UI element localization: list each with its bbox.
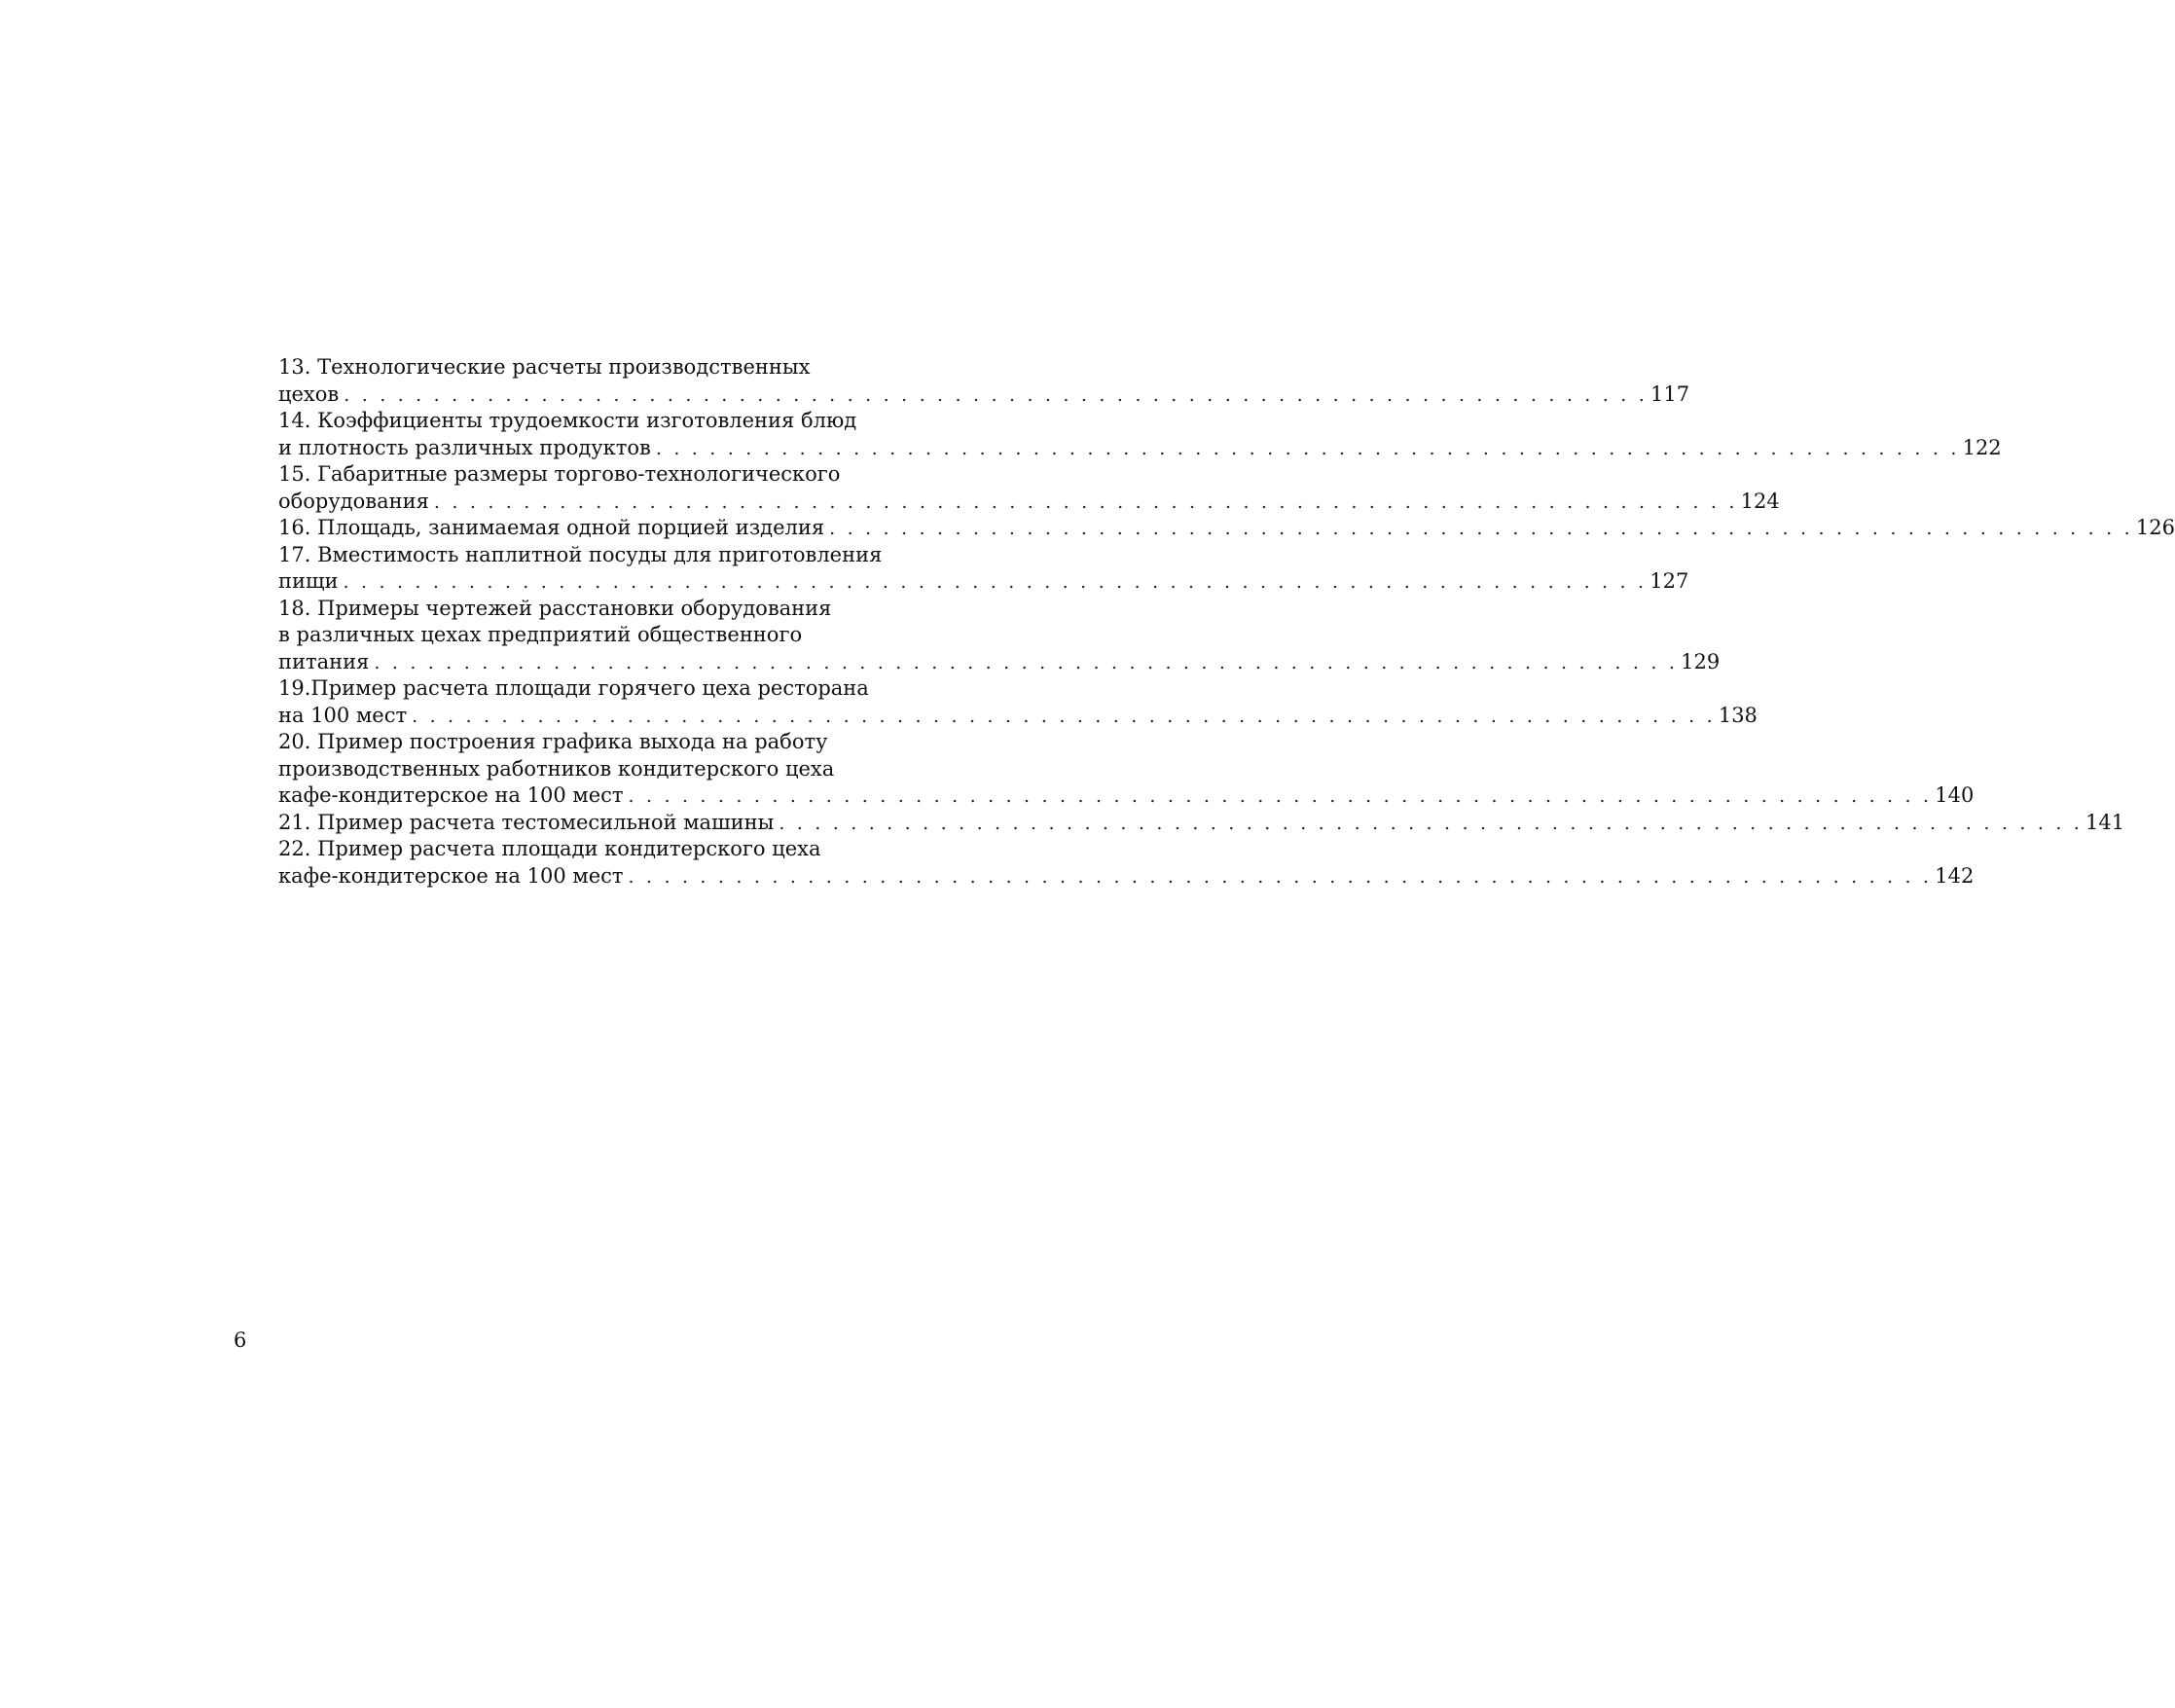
toc-entry-text: 17. Вместимость наплитной посуды для приготовления (278, 542, 883, 566)
toc-entry[interactable] (278, 596, 1721, 676)
toc-entry-line (278, 729, 897, 756)
dot-leader: . . . . . . . . . . . . . . . . . . . . . . . . . . . . . . . . . . . . . . . . . . . . . . . . . . . . . . . . . . . . . . . . . . . . . . . . . (374, 651, 1679, 673)
dot-leader: . . . . . . . . . . . . . . . . . . . . . . . . . . . . . . . . . . . . . . . . . . . . . . . . . . . . . . . . . . . . . . . . . . . . . . . . . (628, 865, 1933, 888)
dot-leader: . . . . . . . . . . . . . . . . . . . . . . . . . . . . . . . . . . . . . . . . . . . . . . . . . . . . . . . . . . . . . . . . . . . . . . . . . (779, 812, 2084, 834)
toc-entry[interactable] (278, 542, 1689, 596)
dot-leader: . . . . . . . . . . . . . . . . . . . . . . . . . . . . . . . . . . . . . . . . . . . . . . . . . . . . . . . . . . . . . . . . . . . . . . . . . (628, 785, 1933, 807)
toc-entry-text: на 100 мест (278, 703, 408, 727)
toc-page-number: 142 (1935, 863, 1975, 888)
toc-page-number: 117 (1649, 382, 1690, 406)
toc-entry-line (278, 675, 897, 703)
toc-entry-line (278, 515, 2175, 542)
toc-entry-text: кафе-кондитерское на 100 мест (278, 863, 624, 888)
toc-entry-text: пищи (278, 569, 339, 593)
toc-entry-line (278, 622, 897, 649)
toc-entry-line (278, 596, 897, 623)
toc-entry-line (278, 542, 897, 569)
toc-entry-line (278, 863, 1975, 890)
toc-entry-line (278, 649, 1721, 676)
toc-entry-line (278, 756, 897, 783)
dot-leader: . . . . . . . . . . . . . . . . . . . . . . . . . . . . . . . . . . . . . . . . . . . . . . . . . . . . . . . . . . . . . . . . . . . . . . . . . (343, 571, 1648, 593)
toc-entry[interactable] (278, 729, 1975, 810)
toc-entry-text: 13. Технологические расчеты производственных (278, 355, 811, 379)
toc-entry-text: 19.Пример расчета площади горячего цеха ресторана (278, 676, 869, 700)
dot-leader: . . . . . . . . . . . . . . . . . . . . . . . . . . . . . . . . . . . . . . . . . . . . . . . . . . . . . . . . . . . . . . . . . . . . . . . . . (829, 518, 2133, 539)
toc-page-number: 138 (1718, 703, 1758, 727)
dot-leader: . . . . . . . . . . . . . . . . . . . . . . . . . . . . . . . . . . . . . . . . . . . . . . . . . . . . . . . . . . . . . . . . . . . . . . . . . (344, 383, 1648, 406)
toc-page-number: 129 (1681, 649, 1721, 673)
toc-entry-text: оборудования (278, 489, 429, 513)
toc-entry-line (278, 836, 897, 863)
toc-entry-text: 21. Пример расчета тестомесильной машины (278, 810, 775, 834)
toc-entry-text: 14. Коэффициенты трудоемкости изготовления блюд (278, 409, 857, 432)
toc-entry-text: кафе-кондитерское на 100 мест (278, 783, 624, 807)
toc-page-number: 141 (2085, 810, 2125, 834)
toc-entry-text: производственных работников кондитерского цеха (278, 756, 835, 781)
toc-entry[interactable] (278, 461, 1780, 515)
toc-entry-text: 16. Площадь, занимаемая одной порцией изделия (278, 516, 825, 539)
toc-entry-text: 20. Пример построения графика выхода на работу (278, 730, 828, 753)
toc-entry-line (278, 435, 2002, 462)
dot-leader: . . . . . . . . . . . . . . . . . . . . . . . . . . . . . . . . . . . . . . . . . . . . . . . . . . . . . . . . . . . . . . . . . . . . . . . . . (412, 705, 1716, 727)
toc-page-number: 124 (1740, 489, 1780, 513)
toc-entry-line (278, 568, 1689, 596)
dot-leader: . . . . . . . . . . . . . . . . . . . . . . . . . . . . . . . . . . . . . . . . . . . . . . . . . . . . . . . . . . . . . . . . . . . . . . . . . (433, 491, 1738, 513)
toc-entry-line (278, 703, 1758, 730)
toc-entry-line (278, 354, 897, 382)
toc-entry-text: в различных цехах предприятий общественного (278, 623, 803, 646)
table-of-contents (278, 354, 2175, 890)
toc-entry[interactable] (278, 354, 1690, 408)
toc-page-number: 127 (1649, 569, 1689, 593)
toc-entry-text: 22. Пример расчета площади кондитерского цеха (278, 837, 821, 860)
toc-entry-line (278, 489, 1780, 516)
toc-entry-line (278, 408, 897, 435)
toc-entry[interactable] (278, 515, 2175, 542)
toc-page-number: 140 (1935, 783, 1975, 807)
toc-entry[interactable] (278, 810, 2125, 837)
toc-entry[interactable] (278, 675, 1758, 729)
toc-entry-text: 18. Примеры чертежей расстановки оборудования (278, 596, 832, 620)
toc-page-number: 126 (2135, 516, 2175, 539)
toc-entry-text: 15. Габаритные размеры торгово-технологического (278, 462, 841, 486)
toc-entry-line (278, 382, 1690, 409)
page-number: 6 (234, 1328, 247, 1352)
toc-entry-line (278, 461, 897, 489)
dot-leader: . . . . . . . . . . . . . . . . . . . . . . . . . . . . . . . . . . . . . . . . . . . . . . . . . . . . . . . . . . . . . . . . . . . . . . . . . (655, 437, 1960, 459)
toc-entry-line (278, 810, 2125, 837)
toc-entry[interactable] (278, 836, 1975, 890)
toc-entry-text: питания (278, 649, 370, 673)
toc-entry-line (278, 782, 1975, 810)
toc-entry-text: и плотность различных продуктов (278, 435, 651, 459)
toc-page-number: 122 (1962, 435, 2002, 459)
toc-entry[interactable] (278, 408, 2002, 461)
toc-entry-text: цехов (278, 382, 340, 406)
